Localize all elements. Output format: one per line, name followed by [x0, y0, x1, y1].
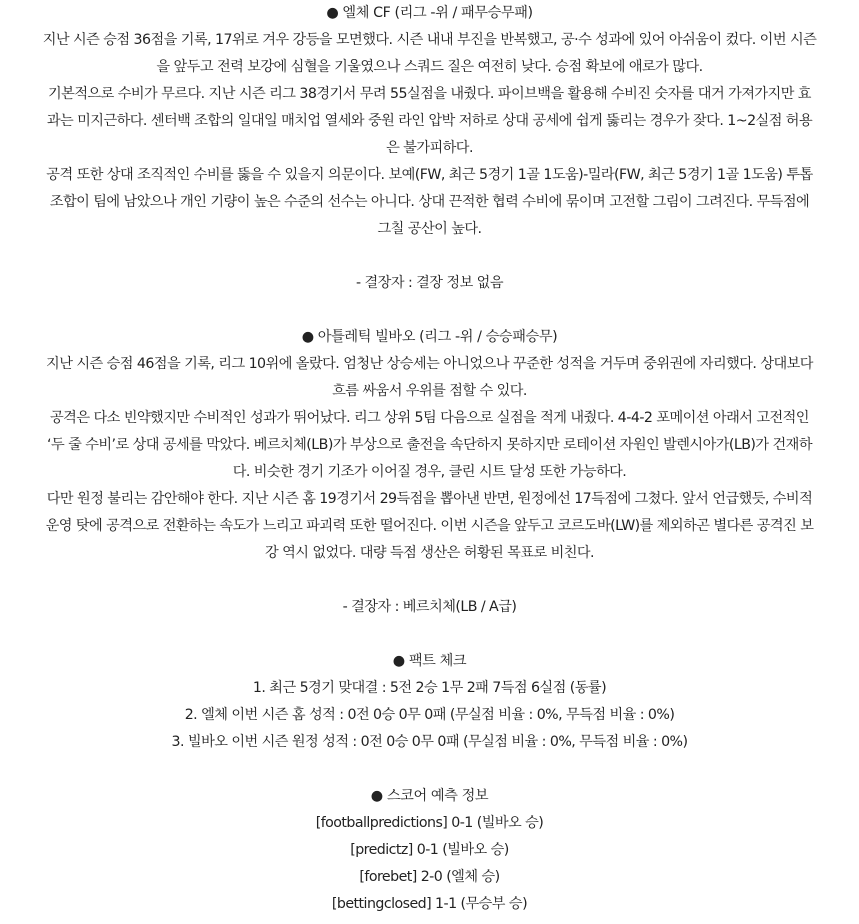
score-prediction-item: [bettingclosed] 1-1 (무승부 승) — [331, 896, 528, 912]
spacer — [0, 243, 859, 270]
fact-check-item: 1. 최근 5경기 맞대결 : 5전 2승 1무 2패 7득점 6실점 (동률) — [252, 680, 607, 696]
elche-paragraph-line: 그칠 공산이 높다. — [377, 221, 482, 237]
fact-check-item: 3. 빌바오 이번 시즌 원정 성적 : 0전 0승 0무 0패 (무실점 비율 : 0%, 무득점 비율 : 0%) — [171, 734, 688, 750]
spacer — [0, 756, 859, 783]
fact-check-item: 2. 엘체 이번 시즌 홈 성적 : 0전 0승 0무 0패 (무실점 비율 : 0%, 무득점 비율 : 0%) — [184, 707, 675, 723]
elche-paragraph-line: 과는 미지근하다. 센터백 조합의 일대일 매치업 열세와 중원 라인 압박 저하로 상대 공세에 쉽게 뚫리는 경우가 잦다. 1~2실점 허용 — [46, 113, 813, 129]
score-prediction-heading: ● 스코어 예측 정보 — [370, 788, 489, 804]
score-prediction-item: [predictz] 0-1 (빌바오 승) — [350, 842, 509, 858]
bilbao-heading: ● 아틀레틱 빌바오 (리그 -위 / 승승패승무) — [301, 329, 558, 345]
elche-paragraph-line: 을 앞두고 전력 보강에 심혈을 기울였으나 스쿼드 질은 여전히 낮다. 승점 확보에 애로가 많다. — [156, 59, 703, 75]
fact-check-heading: ● 팩트 체크 — [392, 653, 467, 669]
bilbao-paragraph-line: ‘두 줄 수비’로 상대 공세를 막았다. 베르치체(LB)가 부상으로 출전을 속단하지 못하지만 로테이션 자원인 발렌시아가(LB)가 건재하 — [47, 437, 812, 453]
bilbao-paragraph-line: 흐름 싸움서 우위를 점할 수 있다. — [332, 383, 527, 399]
elche-paragraph-line: 은 불가피하다. — [386, 140, 473, 156]
bilbao-paragraph-line: 운영 탓에 공격으로 전환하는 속도가 느리고 파괴력 또한 떨어진다. 이번 시즌을 앞두고 코르도바(LW)를 제외하곤 별다른 공격진 보 — [45, 518, 814, 534]
spacer — [0, 297, 859, 324]
score-prediction-item: [footballpredictions] 0-1 (빌바오 승) — [315, 815, 544, 831]
bilbao-paragraph-line: 다. 비슷한 경기 기조가 이어질 경우, 클린 시트 달성 또한 가능하다. — [232, 464, 627, 480]
score-prediction-item: [forebet] 2-0 (엘체 승) — [359, 869, 500, 885]
spacer — [0, 621, 859, 648]
bilbao-paragraph-line: 공격은 다소 빈약했지만 수비적인 성과가 뛰어났다. 리그 상위 5팀 다음으로 실점을 적게 내줬다. 4-4-2 포메이션 아래서 고전적인 — [50, 410, 809, 426]
elche-paragraph-line: 조합이 팀에 남았으나 개인 기량이 높은 수준의 선수는 아니다. 상대 끈적한 협력 수비에 묶이며 고전할 그림이 그려진다. 무득점에 — [49, 194, 810, 210]
bilbao-paragraph-line: 강 역시 없었다. 대량 득점 생산은 허황된 목표로 비친다. — [264, 545, 594, 561]
spacer — [0, 567, 859, 594]
bilbao-paragraph-line: 다만 원정 불리는 감안해야 한다. 지난 시즌 홈 19경기서 29득점을 뽑아낸 반면, 원정에선 17득점에 그쳤다. 앞서 언급했듯, 수비적 — [46, 491, 813, 507]
bilbao-paragraph-line: 지난 시즌 승점 46점을 기록, 리그 10위에 올랐다. 엄청난 상승세는 아니었으나 꾸준한 성적을 거두며 중위권에 자리했다. 상대보다 — [46, 356, 813, 372]
elche-absentee: - 결장자 : 결장 정보 없음 — [356, 275, 503, 291]
elche-heading: ● 엘체 CF (리그 -위 / 패무승무패) — [326, 5, 533, 21]
elche-paragraph-line: 기본적으로 수비가 무르다. 지난 시즌 리그 38경기서 무려 55실점을 내줬다. 파이브백을 활용해 수비진 숫자를 대거 가져가지만 효 — [48, 86, 811, 102]
elche-paragraph-line: 공격 또한 상대 조직적인 수비를 뚫을 수 있을지 의문이다. 보예(FW, 최근 5경기 1골 1도움)-밀라(FW, 최근 5경기 1골 1도움) 투톱 — [46, 167, 813, 183]
bilbao-absentee: - 결장자 : 베르치체(LB / A급) — [342, 599, 517, 615]
elche-paragraph-line: 지난 시즌 승점 36점을 기록, 17위로 겨우 강등을 모면했다. 시즌 내내 부진을 반복했고, 공·수 성과에 있어 아쉬움이 컸다. 이번 시즌 — [42, 32, 817, 48]
